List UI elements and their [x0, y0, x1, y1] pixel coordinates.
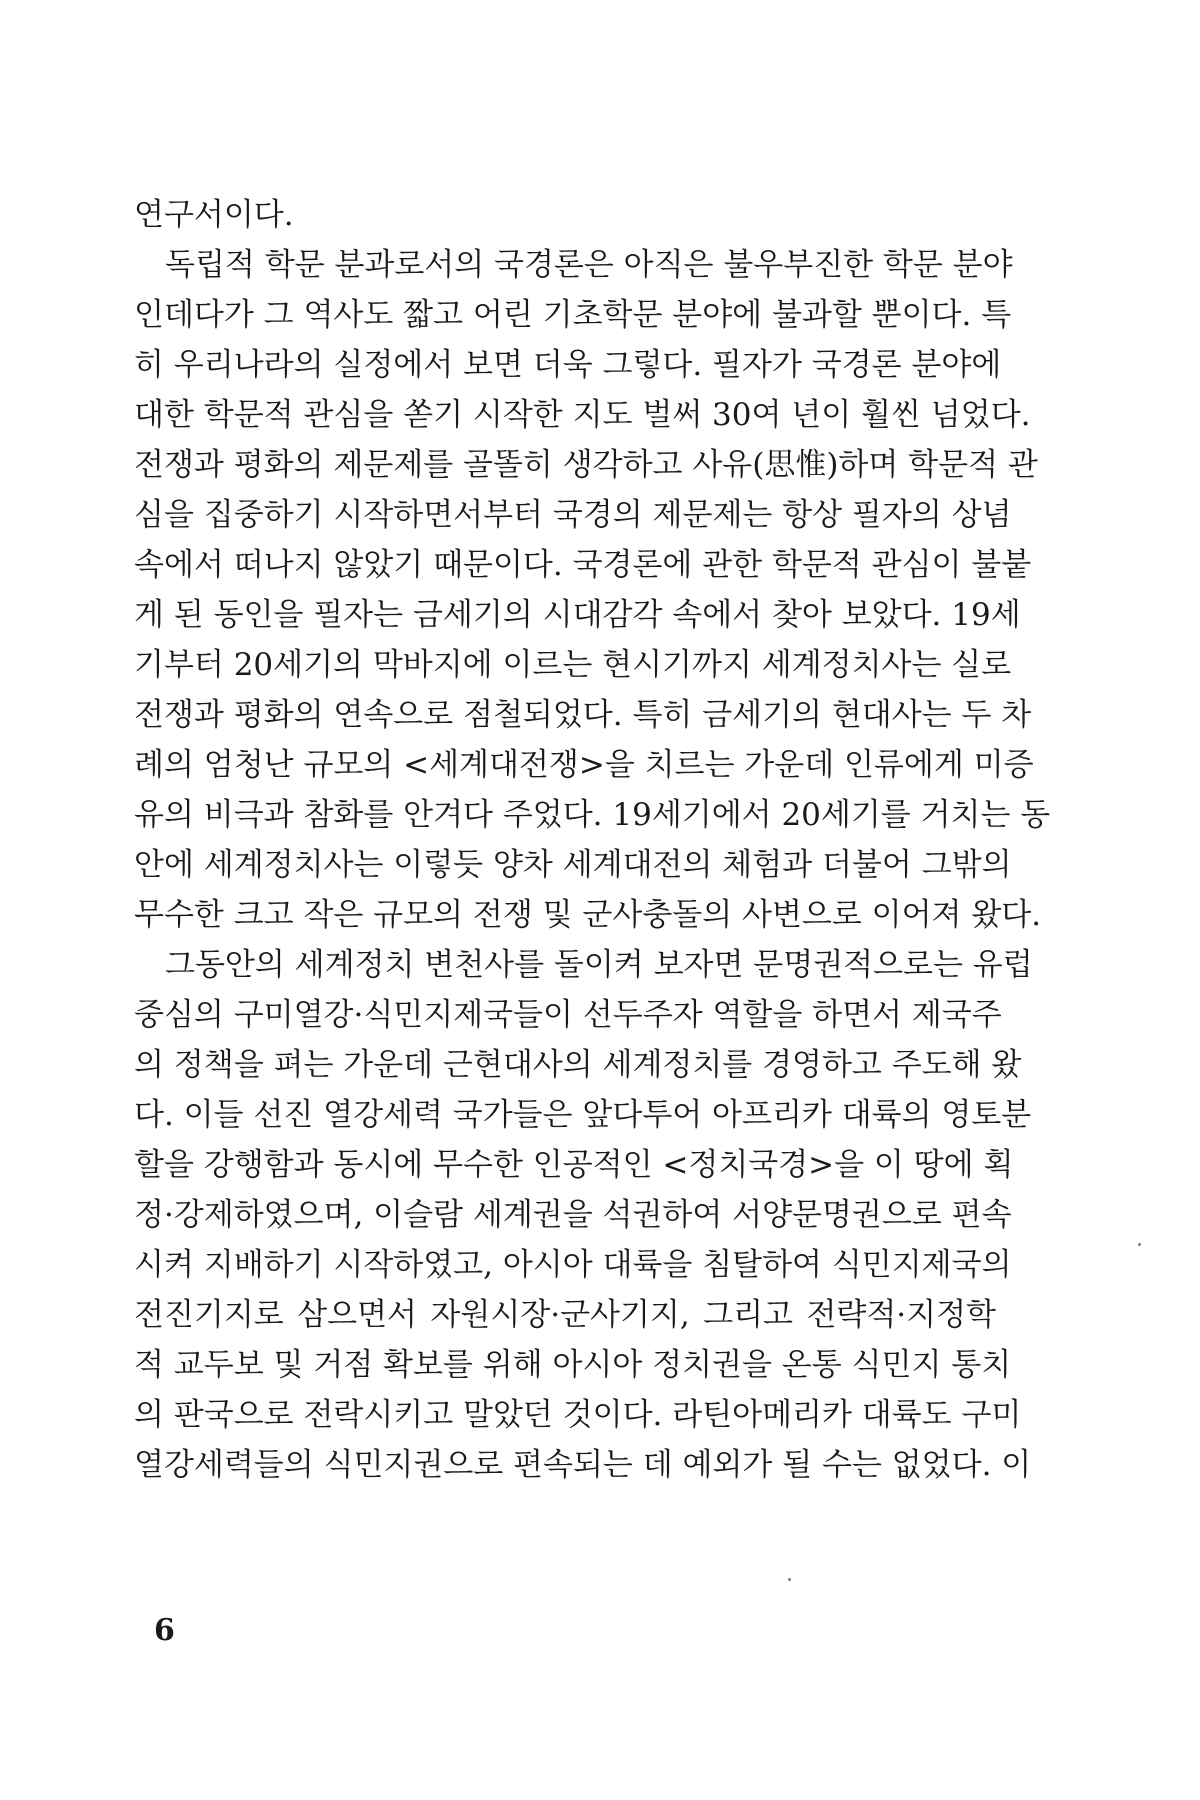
text-line: 무수한 크고 작은 규모의 전쟁 및 군사충돌의 사변으로 이어져 왔다.: [134, 897, 1042, 933]
text-line: 인데다가 그 역사도 짧고 어린 기초학문 분야에 불과할 뿐이다. 특: [134, 297, 1012, 333]
text-line: 다. 이들 선진 열강세력 국가들은 앞다투어 아프리카 대륙의 영토분: [134, 1097, 1032, 1133]
text-line: 안에 세계정치사는 이렇듯 양차 세계대전의 체험과 더불어 그밖의: [134, 847, 1012, 883]
text-line: 전진기지로 삼으면서 자원시장·군사기지, 그리고 전략적·지정학: [134, 1297, 996, 1333]
text-line: 속에서 떠나지 않았기 때문이다. 국경론에 관한 학문적 관심이 불붙: [134, 547, 1032, 583]
text-line: 전쟁과 평화의 연속으로 점철되었다. 특히 금세기의 현대사는 두 차: [134, 697, 1032, 733]
text-line: 례의 엄청난 규모의 <세계대전쟁>을 치르는 가운데 인류에게 미증: [134, 747, 1034, 783]
text-line: 중심의 구미열강·식민지제국들이 선두주자 역할을 하면서 제국주: [134, 997, 1002, 1033]
text-line: 의 정책을 펴는 가운데 근현대사의 세계정치를 경영하고 주도해 왔: [134, 1047, 1022, 1083]
text-line: 그동안의 세계정치 변천사를 돌이켜 보자면 문명권적으로는 유럽: [165, 947, 1033, 983]
scan-speck: [1138, 1243, 1141, 1246]
text-line: 히 우리나라의 실정에서 보면 더욱 그렇다. 필자가 국경론 분야에: [134, 347, 1002, 383]
body-text: [134, 190, 1051, 1490]
text-line: 적 교두보 및 거점 확보를 위해 아시아 정치권을 온통 식민지 통치: [134, 1347, 1012, 1383]
text-line: 정·강제하였으며, 이슬람 세계권을 석권하여 서양문명권으로 편속: [134, 1197, 1012, 1233]
text-line: 의 판국으로 전락시키고 말았던 것이다. 라틴아메리카 대륙도 구미: [134, 1397, 1022, 1433]
text-line: 열강세력들의 식민지권으로 편속되는 데 예외가 될 수는 없었다. 이: [134, 1447, 1032, 1483]
text-line: 독립적 학문 분과로서의 국경론은 아직은 불우부진한 학문 분야: [165, 247, 1013, 283]
text-line: 연구서이다.: [134, 197, 294, 233]
text-line: 기부터 20세기의 막바지에 이르는 현시기까지 세계정치사는 실로: [134, 647, 1012, 683]
text-line: 시켜 지배하기 시작하였고, 아시아 대륙을 침탈하여 식민지제국의: [134, 1247, 1012, 1283]
text-line: 전쟁과 평화의 제문제를 골똘히 생각하고 사유(思惟)하며 학문적 관: [134, 447, 1038, 483]
page-number: 6: [154, 1613, 175, 1648]
text-line: 게 된 동인을 필자는 금세기의 시대감각 속에서 찾아 보았다. 19세: [134, 597, 1021, 633]
text-line: 심을 집중하기 시작하면서부터 국경의 제문제는 항상 필자의 상념: [134, 497, 1012, 533]
text-line: 대한 학문적 관심을 쏟기 시작한 지도 벌써 30여 년이 훨씬 넘었다.: [134, 397, 1031, 433]
text-line: 유의 비극과 참화를 안겨다 주었다. 19세기에서 20세기를 거치는 동: [134, 797, 1051, 833]
scan-speck: [788, 1578, 791, 1581]
text-line: 할을 강행함과 동시에 무수한 인공적인 <정치국경>을 이 땅에 획: [134, 1147, 1014, 1183]
